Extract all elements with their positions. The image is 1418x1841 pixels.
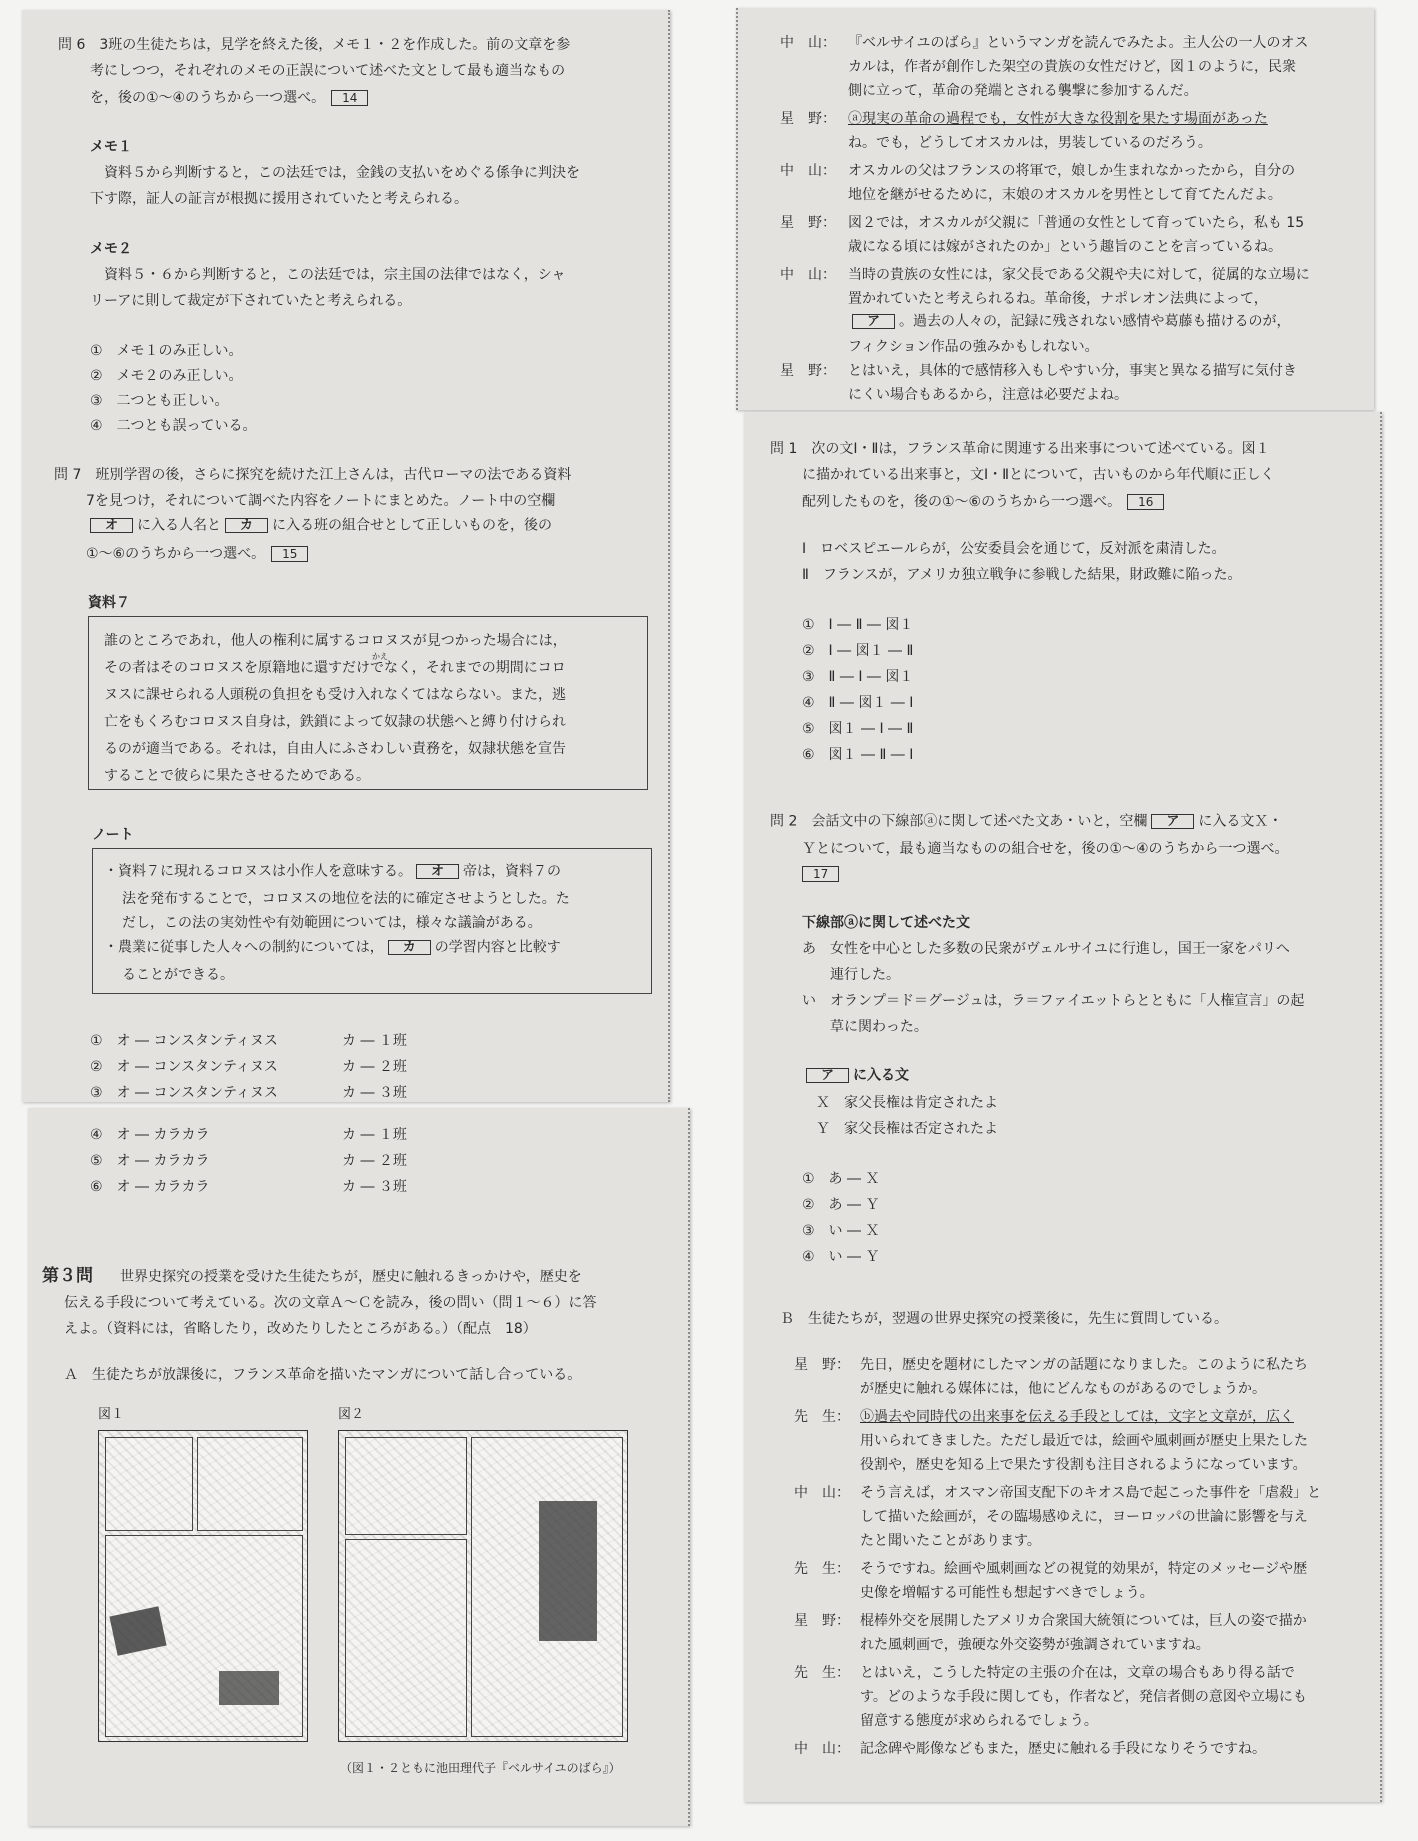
memo2-line-1: 資料５・６から判断すると，この法廷では，宗主国の法律ではなく，シャ [104,267,566,283]
q1-choice-2[interactable]: ② Ⅰ ― 図１ ― Ⅱ [802,643,914,659]
q6-stem-2: 考にしつつ，それぞれのメモの正誤について述べた文として最も適当なもの [90,63,566,79]
q7-choice-6-ka: カ ― ３班 [342,1179,407,1195]
section-b-intro: Ｂ 生徒たちが，翌週の世界史探究の授業後に，先生に質問している。 [780,1311,1228,1327]
dialogB-text-11: 棍棒外交を展開したアメリカ合衆国大統領については，巨人の姿で描か [860,1613,1307,1629]
q1-choice-5[interactable]: ⑤ 図１ ― Ⅰ ― Ⅱ [802,721,914,737]
dialogB-text-7: して描いた絵画が，その臨場感ゆえに，ヨーロッパの世論に影響を与え [860,1509,1308,1525]
dialogA-text-10: 当時の貴族の女性には，家父長である父親や夫に対して，従属的な立場に [848,267,1310,283]
q7-stem-3: オ に入る人名と カ に入る班の組合せとして正しいものを，後の [86,518,552,533]
memo2-line-2: リーアに則して裁定が下されていたと考えられる。 [90,293,412,309]
q2-choice-4[interactable]: ④ い ― Ｙ [802,1249,880,1265]
q1-statement-2: Ⅱ フランスが，アメリカ独立戦争に参戦した結果，財政難に陥った。 [802,567,1242,583]
dialogA-text-6: オスカルの父はフランスの将軍で，娘しか生まれなかったから，自分の [848,163,1296,179]
q1-stem-3: 配列したものを，後の①～⑥のうちから一つ選べ。 16 [802,494,1164,510]
section3-line-3: えよ。（資料には，省略したり，改めたりしたところがある。）（配点 18） [64,1321,537,1337]
note-line-5: ることができる。 [122,967,234,983]
dialogA-text-8: 図２では，オスカルが父親に「普通の女性として育っていたら，私も 15 [848,215,1305,231]
doc7-line-5: るのが適当である。それは，自由人にふさわしい責務を，奴隷状態を宣告 [104,741,566,757]
q2-option-y: Ｙ 家父長権は否定されたよ [816,1121,998,1137]
q7-choice-1-ka: カ ― １班 [342,1033,407,1049]
q2-blank-label: ア に入る文 [802,1068,909,1083]
q1-stem-1: 問 1 次の文Ⅰ・Ⅱは，フランス革命に関連する出来事について述べている。図１ [770,441,1270,457]
memo1-line-2: 下す際，証人の証言が根拠に援用されていたと考えられる。 [90,191,468,207]
dialogA-text-4-underlined: ⓐ現実の革命の過程でも，女性が大きな役割を果たす場面があった [848,111,1268,127]
section-a-intro: Ａ 生徒たちが放課後に，フランス革命を描いたマンガについて話し合っている。 [64,1367,582,1383]
dialogB-text-12: れた風刺画で，強硬な外交姿勢が強調されていますね。 [860,1637,1210,1653]
dialogB-speaker-13: 先 生： [794,1665,850,1681]
dialogA-speaker-10: 中 山： [780,267,836,283]
dialogB-speaker-11: 星 野： [794,1613,850,1629]
dialogB-speaker-3: 先 生： [794,1409,850,1425]
dialogB-speaker-1: 星 野： [794,1357,850,1373]
dialogB-text-15: 留意する態度が求められるでしょう。 [860,1713,1098,1729]
doc7-line-1: 誰のところであれ，他人の権利に属するコロヌスが見つかった場合には， [104,633,567,649]
dialogB-text-14: す。どのような手段に関しても，作者など，発信者側の意図や立場にも [860,1689,1307,1705]
figure-1-label: 図１ [98,1407,125,1422]
q1-choice-1[interactable]: ① Ⅰ ― Ⅱ ― 図１ [802,617,914,633]
q2-a-line-2: 連行した。 [816,967,900,983]
memo2-title: メモ２ [90,241,132,257]
dialogA-text-7: 地位を継がせるために，末娘のオスカルを男性として育てたんだよ。 [848,187,1282,203]
dialogB-text-3-underlined: ⓑ過去や同時代の出来事を伝える手段としては，文字と文章が，広く [860,1409,1294,1425]
dialogA-speaker-4: 星 野： [780,111,836,127]
dialogB-speaker-16: 中 山： [794,1741,850,1757]
doc7-line-3: ヌスに課せられる人頭税の負担をも受け入れなくてはならない。また，逃 [104,687,566,703]
q7-choice-5-o[interactable]: ⑤ オ ― カラカラ [90,1153,210,1169]
q6-choice-1[interactable]: ① メモ１のみ正しい。 [90,343,243,359]
q7-choice-3-ka: カ ― ３班 [342,1085,407,1101]
answer-box-15[interactable]: 15 [271,546,308,562]
q1-choice-4[interactable]: ④ Ⅱ ― 図１ ― Ⅰ [802,695,914,711]
q2-choice-3[interactable]: ③ い ― Ｘ [802,1223,880,1239]
dialogB-speaker-6: 中 山： [794,1485,850,1501]
q2-blank-a: ア [1151,814,1194,829]
dialogA-speaker-8: 星 野： [780,215,836,231]
left-bottom-strip [28,1108,690,1826]
note-title: ノート [92,827,134,843]
dialogA-speaker-14: 星 野： [780,363,836,379]
doc7-ruby: かえ [372,652,388,661]
note-line-2: 法を発布することで，コロヌスの地位を法的に確定させようとした。た [122,891,570,907]
dialogB-text-2: が歴史に触れる媒体には，他にどんなものがあるのでしょうか。 [860,1381,1266,1397]
dialogB-text-16: 記念碑や彫像などもまた，歴史に触れる手段になりそうですね。 [860,1741,1266,1757]
q6-choice-4[interactable]: ④ 二つとも誤っている。 [90,418,257,434]
note-blank-o: オ [416,864,459,879]
figure-2-label: 図２ [338,1407,365,1422]
answer-box-16[interactable]: 16 [1127,494,1164,510]
doc7-line-6: することで彼らに果たさせるためである。 [104,768,370,784]
q7-choice-2-o[interactable]: ② オ ― コンスタンティヌス [90,1059,278,1075]
dialogA-text-11: 置かれていたと考えられるね。革命後，ナポレオン法典によって， [848,291,1268,307]
q2-a-line-1: あ 女性を中心とした多数の民衆がヴェルサイユに行進し，国王一家をパリへ [802,941,1290,957]
figure-caption: （図１・２ともに池田理代子『ベルサイユのばら』） [340,1761,621,1775]
note-line-1: ・資料７に現れるコロヌスは小作人を意味する。 オ 帝は，資料７の [104,863,562,880]
doc7-line-2: その者はそのコロヌスを原籍地に還すだけでなく，それまでの期間にコロ [104,660,566,676]
fig1-panel-top-right [197,1437,303,1531]
dialogB-text-1: 先日，歴史を題材にしたマンガの話題になりました。このように私たち [860,1357,1308,1373]
dialogA-text-9: 歳になる頃には嫁がされたのか」という趣旨のことを言っているね。 [848,239,1282,255]
q7-choice-1-o[interactable]: ① オ ― コンスタンティヌス [90,1033,278,1049]
q2-i-line-2: 草に関わった。 [816,1019,928,1035]
note-blank-ka: カ [388,940,431,955]
doc7-title: 資料７ [88,595,130,611]
dialogA-text-5: ね。でも，どうしてオスカルは，男装しているのだろう。 [848,135,1212,151]
q1-statement-1: Ⅰ ロベスピエールらが，公安委員会を通じて，反対派を粛清した。 [802,541,1226,557]
dialogA-text-12: ア 。過去の人々の，記録に残されない感情や葛藤も描けるのが， [848,314,1290,329]
fig2-panel-top [345,1437,467,1535]
q6-choice-2[interactable]: ② メモ２のみ正しい。 [90,368,243,384]
dialogB-text-13: とはいえ，こうした特定の主張の介在は，文章の場合もあり得る話で [860,1665,1295,1681]
figure-2-manga [338,1430,628,1742]
dialogA-speaker-1: 中 山： [780,35,836,51]
q7-stem-4: ①～⑥のうちから一つ選べ。 15 [86,546,308,562]
q6-stem-3: を，後の①～④のうちから一つ選べ。 14 [90,90,368,106]
doc7-line-4: 亡をもくろむコロヌス自身は，鉄鎖によって奴隷の状態へと縛り付けられ [104,714,566,730]
dialogA-text-3: 側に立って，革命の発端とされる襲撃に参加するんだ。 [848,83,1198,99]
dialogB-text-10: 史像を増幅する可能性も想起すべきでしょう。 [860,1585,1154,1601]
dialogB-speaker-9: 先 生： [794,1561,850,1577]
dialogB-text-6: そう言えば，オスマン帝国支配下のキオス島で起こった事件を「虐殺」と [860,1485,1322,1501]
dialogA-text-15: にくい場合もあるから，注意は必要だよね。 [848,387,1128,403]
section3-heading: 第３問 [42,1266,93,1286]
q2-stem-1: 問 2 会話文中の下線部ⓐに関して述べた文あ・いと，空欄 ア に入る文Ｘ・ [770,813,1283,830]
dialogA-text-14: とはいえ，具体的で感情移入もしやすい分，事実と異なる描写に気付き [848,363,1297,379]
section3-line-1: 世界史探究の授業を受けた生徒たちが，歴史に触れるきっかけや，歴史を [120,1269,582,1285]
q6-choice-3[interactable]: ③ 二つとも正しい。 [90,393,229,409]
dialogB-text-9: そうですね。絵画や風刺画などの視覚的効果が，特定のメッセージや歴 [860,1561,1308,1577]
q2-i-line-1: い オランプ＝ド＝グージュは，ラ＝ファイエットらとともに「人権宣言」の起 [802,993,1305,1009]
q7-choice-6-o[interactable]: ⑥ オ ― カラカラ [90,1179,210,1195]
q2-stem-2: Ｙとについて，最も適当なものの組合せを，後の①～④のうちから一つ選べ。 [802,841,1289,857]
fig2-dark-figure [539,1501,597,1641]
q7-choice-4-o[interactable]: ④ オ ― カラカラ [90,1127,210,1143]
fig1-dark-area-2 [219,1671,279,1705]
q2-answer-row [796,866,839,882]
q7-stem-2: 7を見つけ，それについて調べた内容をノートにまとめた。ノート中の空欄 [86,493,556,509]
section3-line-2: 伝える手段について考えている。次の文章Ａ～Ｃを読み，後の問い（問１～６）に答 [64,1295,597,1311]
dialogA-text-1: 『ベルサイユのばら』というマンガを読んでみたよ。主人公の一人のオス [848,35,1309,51]
blank-ka: カ [225,518,268,533]
memo1-line-1: 資料５から判断すると，この法廷では，金銭の支払いをめぐる係争に判決を [104,165,580,181]
q1-stem-2: に描かれている出来事と，文Ⅰ・Ⅱとについて，古いものから年代順に正しく [802,467,1275,483]
figure-1-manga [98,1430,308,1742]
dialog-blank-a: ア [852,314,895,329]
dialogA-text-2: カルは，作者が創作した架空の貴族の女性だけど，図１のように，民衆 [848,59,1296,75]
right-top-strip [736,8,1374,410]
fig1-panel-top-left [105,1437,193,1531]
left-top-strip [22,10,670,1102]
q1-choice-6[interactable]: ⑥ 図１ ― Ⅱ ― Ⅰ [802,747,914,763]
q7-stem-1: 問 7 班別学習の後，さらに探究を続けた江上さんは，古代ローマの法である資料 [54,467,572,483]
q2-choice-2[interactable]: ② あ ― Ｙ [802,1197,880,1213]
blank-o: オ [90,518,133,533]
right-main-strip [744,412,1382,1802]
q7-choice-4-ka: カ ― １班 [342,1127,407,1143]
dialogB-text-4: 用いられてきました。ただし最近では，絵画や風刺画が歴史上果たした [860,1433,1308,1449]
memo1-title: メモ１ [90,139,132,155]
dialogB-text-8: たと聞いたことがあります。 [860,1533,1041,1549]
dialogB-text-5: 役割や，歴史を知る上で果たす役割も注目されるようになっています。 [860,1457,1307,1473]
dialogA-speaker-6: 中 山： [780,163,836,179]
note-line-3: だし，この法の実効性や有効範囲については，様々な議論がある。 [122,915,542,931]
q7-choice-3-o[interactable]: ③ オ ― コンスタンティヌス [90,1085,278,1101]
fig2-panel-bottom-left [345,1539,467,1737]
answer-box-17[interactable]: 17 [802,866,839,882]
q7-choice-2-ka: カ ― ２班 [342,1059,407,1075]
q2-sub-title: 下線部ⓐに関して述べた文 [802,915,970,931]
q2-blank-a-label: ア [806,1068,849,1083]
q2-option-x: Ｘ 家父長権は肯定されたよ [816,1095,998,1111]
answer-box-14[interactable]: 14 [331,90,368,106]
note-line-4: ・農業に従事した人々への制約については， カ の学習内容と比較す [104,939,561,956]
q1-choice-3[interactable]: ③ Ⅱ ― Ⅰ ― 図１ [802,669,914,685]
q2-choice-1[interactable]: ① あ ― Ｘ [802,1171,880,1187]
dialogA-text-13: フィクション作品の強みかもしれない。 [848,339,1099,355]
q7-choice-5-ka: カ ― ２班 [342,1153,407,1169]
q6-stem-1: 問 6 3班の生徒たちは，見学を終えた後，メモ１・２を作成した。前の文章を参 [58,37,571,53]
